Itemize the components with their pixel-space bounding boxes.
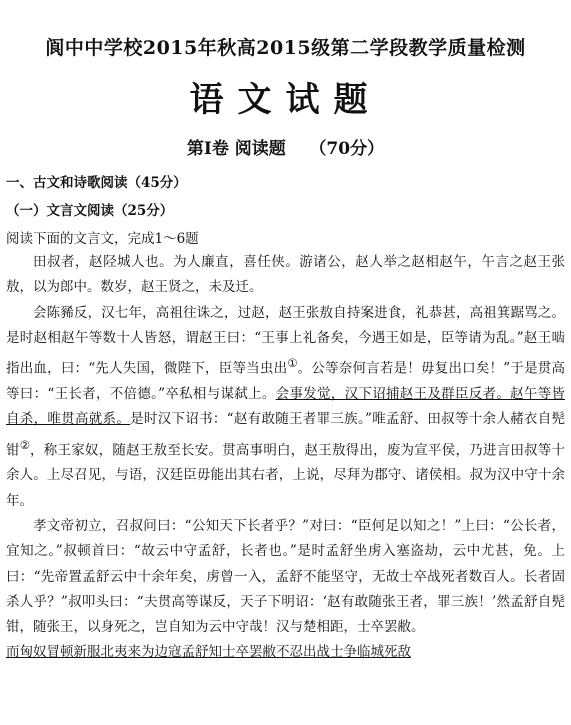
part-title: 第Ⅰ卷 阅读题 （70分） xyxy=(186,139,385,159)
section-heading-classical-poetry: 一、古文和诗歌阅读（45分） xyxy=(6,175,187,191)
underlined-sentence: 会事发觉，汉下诏捕赵王及群臣反者。赵午等皆自杀，唯贯高就系。 xyxy=(6,385,565,428)
passage-text: 会陈豨反，汉七年，高祖往诛之，过赵，赵王张敖自持案进食，礼恭甚，高祖箕踞骂之。是时赵相赵午等数十人皆怒，谓赵王曰：“王事上礼备矣，今遇王如是，臣等请为乱。”赵王啮指出血，曰：“先人失国，微陛下，臣等当虫出 xyxy=(6,304,565,377)
passage-paragraph-3: 孝文帝初立，召叔问曰：“公知天下长者乎？”对曰：“臣何足以知之！”上曰：“公长者，宜知之。”叔顿首曰：“故云中守孟舒，长者也。”是时孟舒坐虏入塞盗劫，云中尤甚，免。上曰：“先帝置孟舒云中十余年矣，虏曾一入，孟舒不能坚守，无故士卒战死者数百人。长者固杀人乎？”叔叩头曰：“夫贯高等谋反，天子下明诏：‘赵有敢随张王者，罪三族！’然孟舒自髡钳，随张王，以身死之，岂自知为云中守哉！汉与楚相距，士卒罢敝。 xyxy=(6,517,565,636)
passage-text: 。公等奈何言若是！毋复出口矣！”于是贯高等曰：“王长者，不倍德。”卒私相与谋弑上。 xyxy=(6,360,565,402)
underlined-unpunctuated-sentence: 而匈奴冒顿新服北夷来为边寇孟舒知士卒罢敝不忍出战士争临城死敌 xyxy=(6,644,411,661)
exam-title: 阆中中学校2015年秋高2015级第二学段教学质量检测 xyxy=(45,37,526,59)
passage-paragraph-1: 田叔者，赵陉城人也。为人廉直，喜任侠。游诸公，赵人举之赵相赵午，午言之赵王张敖，以为郎中。数岁，赵王贤之，未及迁。 xyxy=(6,254,565,296)
passage-body xyxy=(6,250,565,666)
subject-title: 语文试题 xyxy=(189,80,382,120)
passage-text: 是时汉下诏书：“赵有敢随王者罪三族。”唯孟舒、田叔等十余人赭衣自髡钳 xyxy=(6,411,565,459)
footnote-marker-1: ① xyxy=(287,357,298,371)
passage-text: ，称王家奴，随赵王敖至长安。贯高事明白，赵王敖得出，废为宣平侯，乃进言田叔等十余人。上尽召见，与语，汉廷臣毋能出其右者，上说，尽拜为郡守、诸侯相。叔为汉中守十余年。 xyxy=(6,442,566,509)
passage-paragraph-2 xyxy=(6,301,565,514)
footnote-marker-2: ② xyxy=(19,438,31,452)
reading-instruction: 阅读下面的文言文，完成1～6题 xyxy=(6,231,199,247)
passage-paragraph-4 xyxy=(6,640,565,665)
section-heading-classical-prose: （一）文言文阅读（25分） xyxy=(6,203,174,219)
